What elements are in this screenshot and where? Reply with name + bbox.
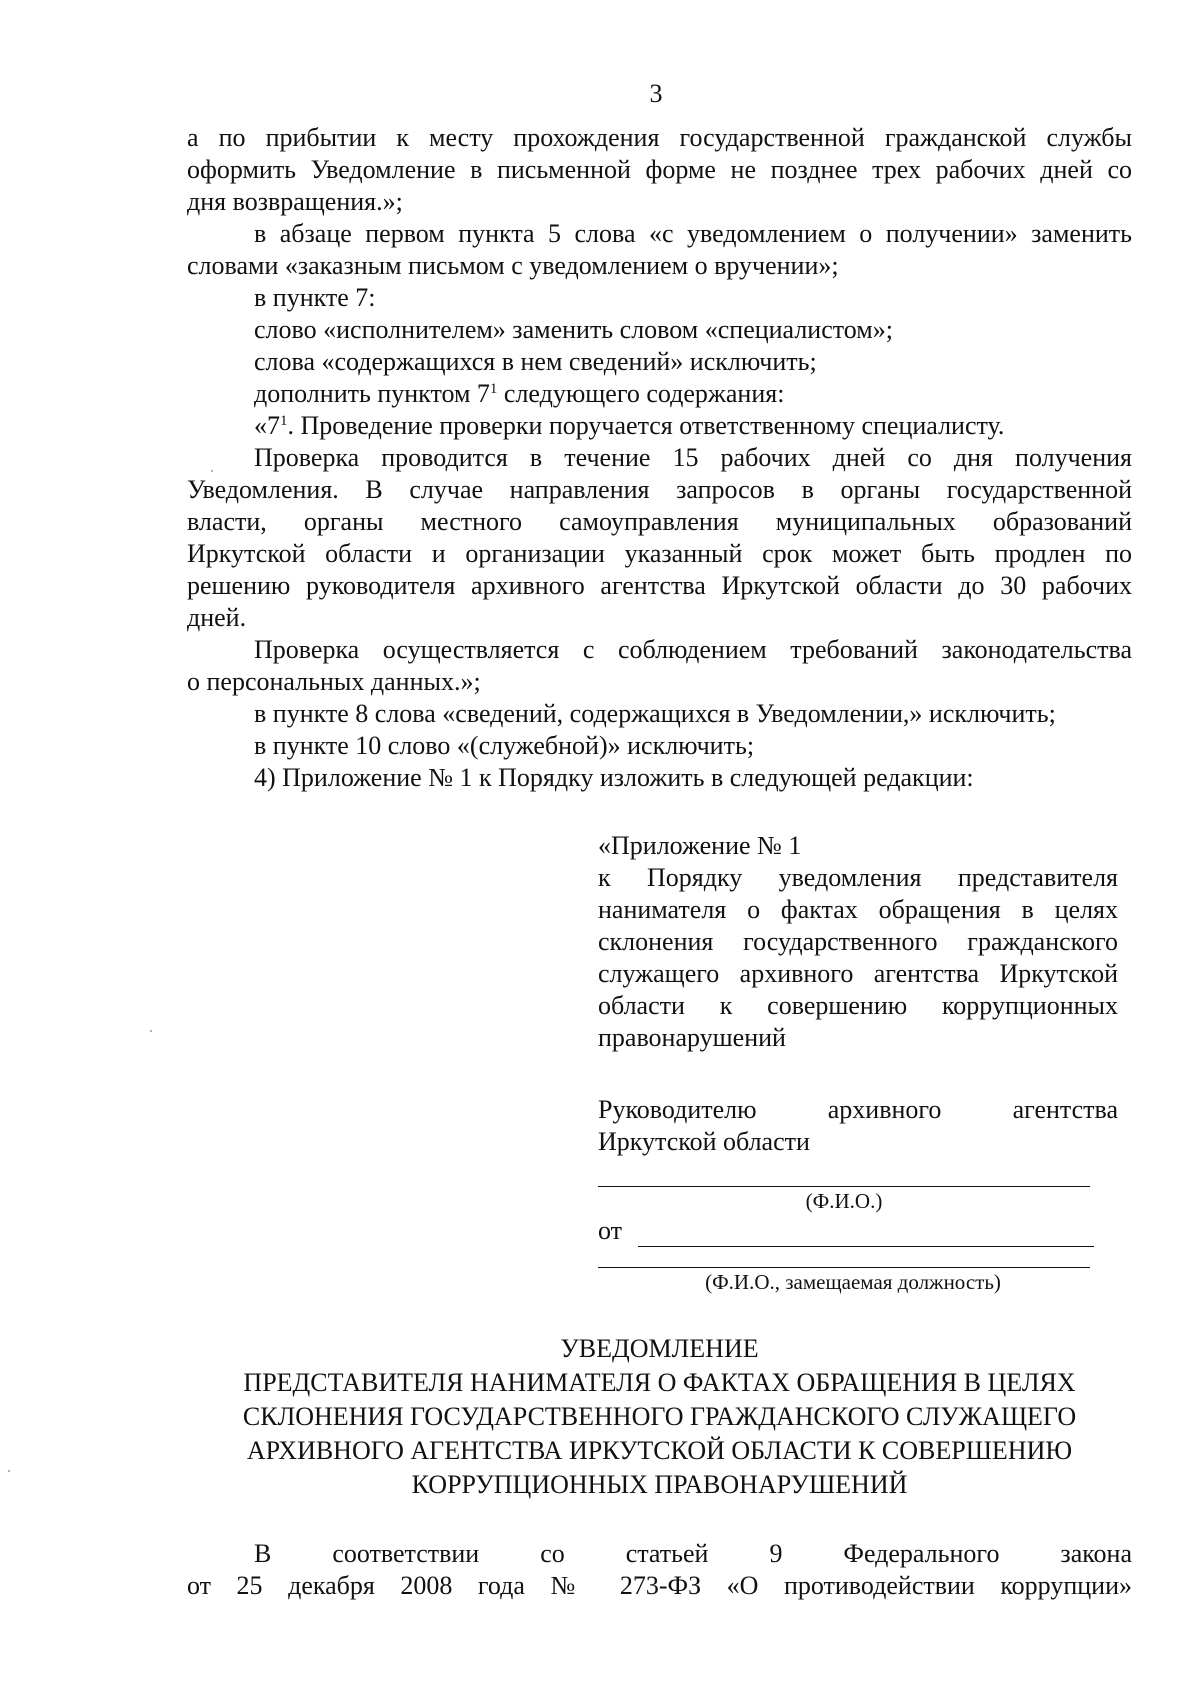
text-line xyxy=(187,410,1132,442)
addressee-line: Руководителю архивного агентства xyxy=(598,1095,1118,1124)
text-fragment: . Проведение проверки поручается ответственному специалисту. xyxy=(287,411,1005,440)
text-line: в пункте 8 слова «сведений, содержащихся в Уведомлении,» исключить; xyxy=(254,699,1056,728)
text-fragment: дополнить пунктом 7 xyxy=(254,379,490,408)
page-number: 3 xyxy=(649,79,663,108)
from-row xyxy=(598,1215,1094,1247)
superscript: 1 xyxy=(280,413,288,429)
appendix-line: правонарушений xyxy=(598,1023,786,1052)
addressee-line: Иркутской области xyxy=(598,1127,810,1156)
text-line: в абзаце первом пункта 5 слова «с уведомлением о получении» заменить xyxy=(254,219,1132,248)
heading-line: КОРРУПЦИОННЫХ ПРАВОНАРУШЕНИЙ xyxy=(411,1470,908,1499)
text-line: слова «содержащихся в нем сведений» исключить; xyxy=(254,347,817,376)
text-line: Проверка осуществляется с соблюдением требований законодательства xyxy=(254,635,1132,664)
text-line: дня возвращения.»; xyxy=(187,187,403,216)
from-blank-line xyxy=(638,1228,1094,1247)
text-line: а по прибытии к месту прохождения государственной гражданской службы xyxy=(187,123,1132,152)
appendix-line: области к совершению коррупционных xyxy=(598,991,1118,1020)
appendix-line: «Приложение № 1 xyxy=(598,831,802,860)
text-line: дней. xyxy=(187,603,247,632)
text-line xyxy=(187,378,1132,410)
appendix-line: нанимателя о фактах обращения в целях xyxy=(598,895,1118,924)
text-line: В соответствии со статьей 9 Федерального закона xyxy=(254,1539,1132,1568)
heading-line: ПРЕДСТАВИТЕЛЯ НАНИМАТЕЛЯ О ФАКТАХ ОБРАЩЕНИЯ В ЦЕЛЯХ xyxy=(243,1368,1076,1397)
appendix-line: к Порядку уведомления представителя xyxy=(598,863,1118,892)
amendment-text xyxy=(187,122,1132,794)
appendix-header xyxy=(598,830,1118,1054)
text-line: Уведомления. В случае направления запросов в органы государственной xyxy=(187,475,1132,504)
text-line: Проверка проводится в течение 15 рабочих дней со дня получения xyxy=(254,443,1132,472)
text-line: власти, органы местного самоуправления муниципальных образований xyxy=(187,507,1132,536)
text-line: Иркутской области и организации указанный срок может быть продлен по xyxy=(187,539,1132,568)
notice-heading xyxy=(187,1332,1132,1502)
scan-speck xyxy=(211,470,213,472)
applicant-form xyxy=(598,1170,1118,1296)
text-line: решению руководителя архивного агентства Иркутской области до 30 рабочих xyxy=(187,571,1132,600)
superscript: 1 xyxy=(489,381,498,397)
scan-speck xyxy=(150,1030,152,1032)
appendix-line: склонения государственного гражданского xyxy=(598,927,1118,956)
closing-text xyxy=(187,1538,1132,1602)
text-fragment: следующего содержания: xyxy=(497,379,785,408)
heading-line: СКЛОНЕНИЯ ГОСУДАРСТВЕННОГО ГРАЖДАНСКОГО СЛУЖАЩЕГО xyxy=(242,1402,1077,1431)
fio-blank-line xyxy=(598,1170,1090,1187)
text-line: слово «исполнителем» заменить словом «специалистом»; xyxy=(254,315,893,344)
appendix-line: служащего архивного агентства Иркутской xyxy=(598,959,1118,988)
fio-position-caption: (Ф.И.О., замещаемая должность) xyxy=(705,1270,1001,1294)
text-line: 4) Приложение № 1 к Порядку изложить в следующей редакции: xyxy=(254,763,974,792)
scan-speck xyxy=(8,1470,10,1472)
position-blank-line xyxy=(598,1247,1090,1268)
text-fragment: «7 xyxy=(254,411,280,440)
text-line: словами «заказным письмом с уведомлением о вручении»; xyxy=(187,251,839,280)
text-line: в пункте 7: xyxy=(254,283,376,312)
heading-title: УВЕДОМЛЕНИЕ xyxy=(560,1334,759,1363)
text-line: в пункте 10 слово «(служебной)» исключить; xyxy=(254,731,755,760)
heading-line: АРХИВНОГО АГЕНТСТВА ИРКУТСКОЙ ОБЛАСТИ К СОВЕРШЕНИЮ xyxy=(246,1436,1073,1465)
fio-caption: (Ф.И.О.) xyxy=(805,1189,883,1213)
text-line: от 25 декабря 2008 года № 273-ФЗ «О противодействии коррупции» xyxy=(187,1571,1132,1600)
from-label: от xyxy=(598,1216,623,1245)
addressee xyxy=(598,1094,1118,1158)
text-line: оформить Уведомление в письменной форме не позднее трех рабочих дней со xyxy=(187,155,1132,184)
text-line: о персональных данных.»; xyxy=(187,667,481,696)
